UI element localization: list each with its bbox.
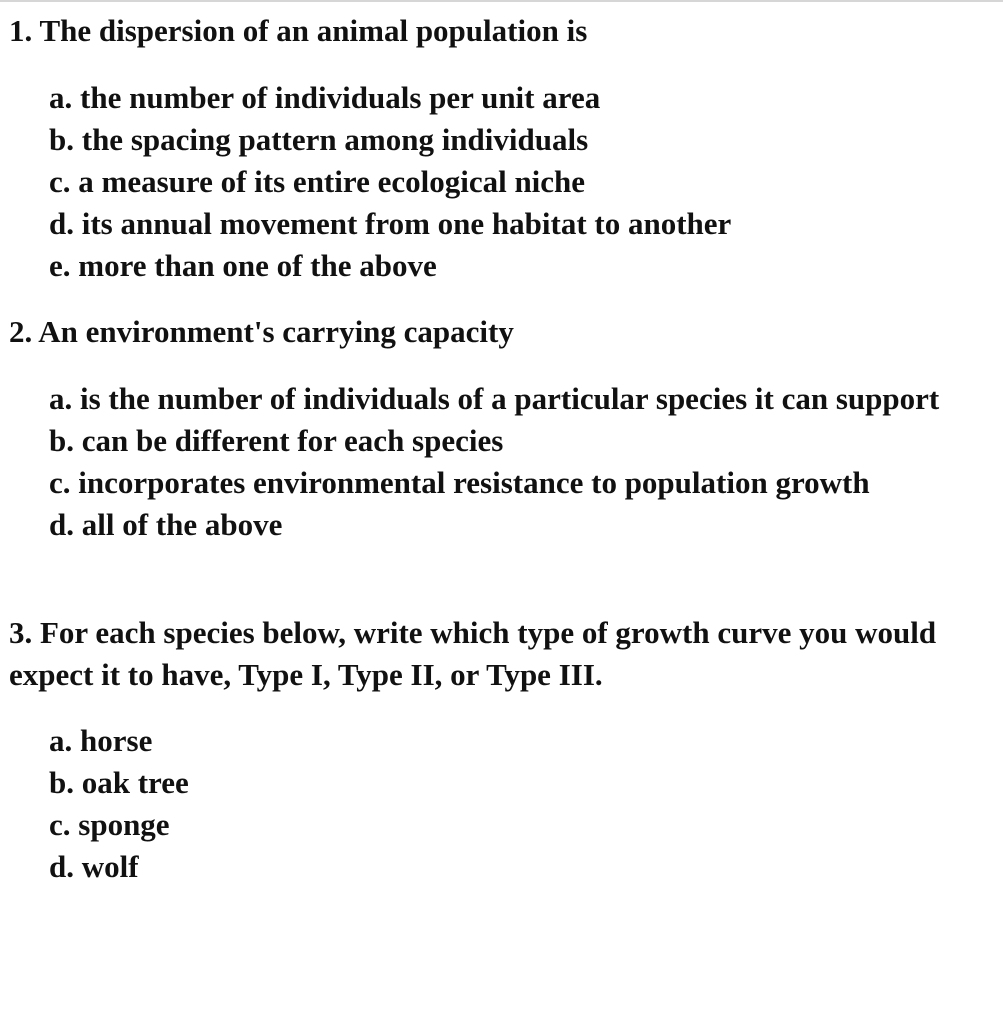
question-1-option-d: d. its annual movement from one habitat to another bbox=[49, 206, 732, 241]
question-1-option-e: e. more than one of the above bbox=[49, 248, 437, 283]
question-3-option-c: c. sponge bbox=[49, 807, 170, 842]
question-1-option-a: a. the number of individuals per unit area bbox=[49, 80, 601, 115]
question-2-option-d: d. all of the above bbox=[49, 507, 283, 542]
top-divider bbox=[0, 0, 1003, 2]
question-1-options bbox=[49, 77, 984, 287]
question-1-prompt: 1. The dispersion of an animal population is bbox=[9, 13, 588, 48]
question-3-option-b: b. oak tree bbox=[49, 765, 189, 800]
question-2-options bbox=[49, 378, 984, 546]
question-1-option-c: c. a measure of its entire ecological niche bbox=[49, 164, 586, 199]
question-2-option-c: c. incorporates environmental resistance to population growth bbox=[49, 465, 870, 500]
question-2-option-a: a. is the number of individuals of a particular species it can support bbox=[49, 381, 940, 416]
question-3-options bbox=[49, 720, 984, 888]
question-2-option-b: b. can be different for each species bbox=[49, 423, 504, 458]
question-3-option-d: d. wolf bbox=[49, 849, 139, 884]
question-2-prompt: 2. An environment's carrying capacity bbox=[9, 314, 514, 349]
question-3-prompt: 3. For each species below, write which type of growth curve you would expect it to have, Type I, Type II, or Type III. bbox=[9, 615, 937, 692]
question-1-option-b: b. the spacing pattern among individuals bbox=[49, 122, 589, 157]
question-3-option-a: a. horse bbox=[49, 723, 153, 758]
